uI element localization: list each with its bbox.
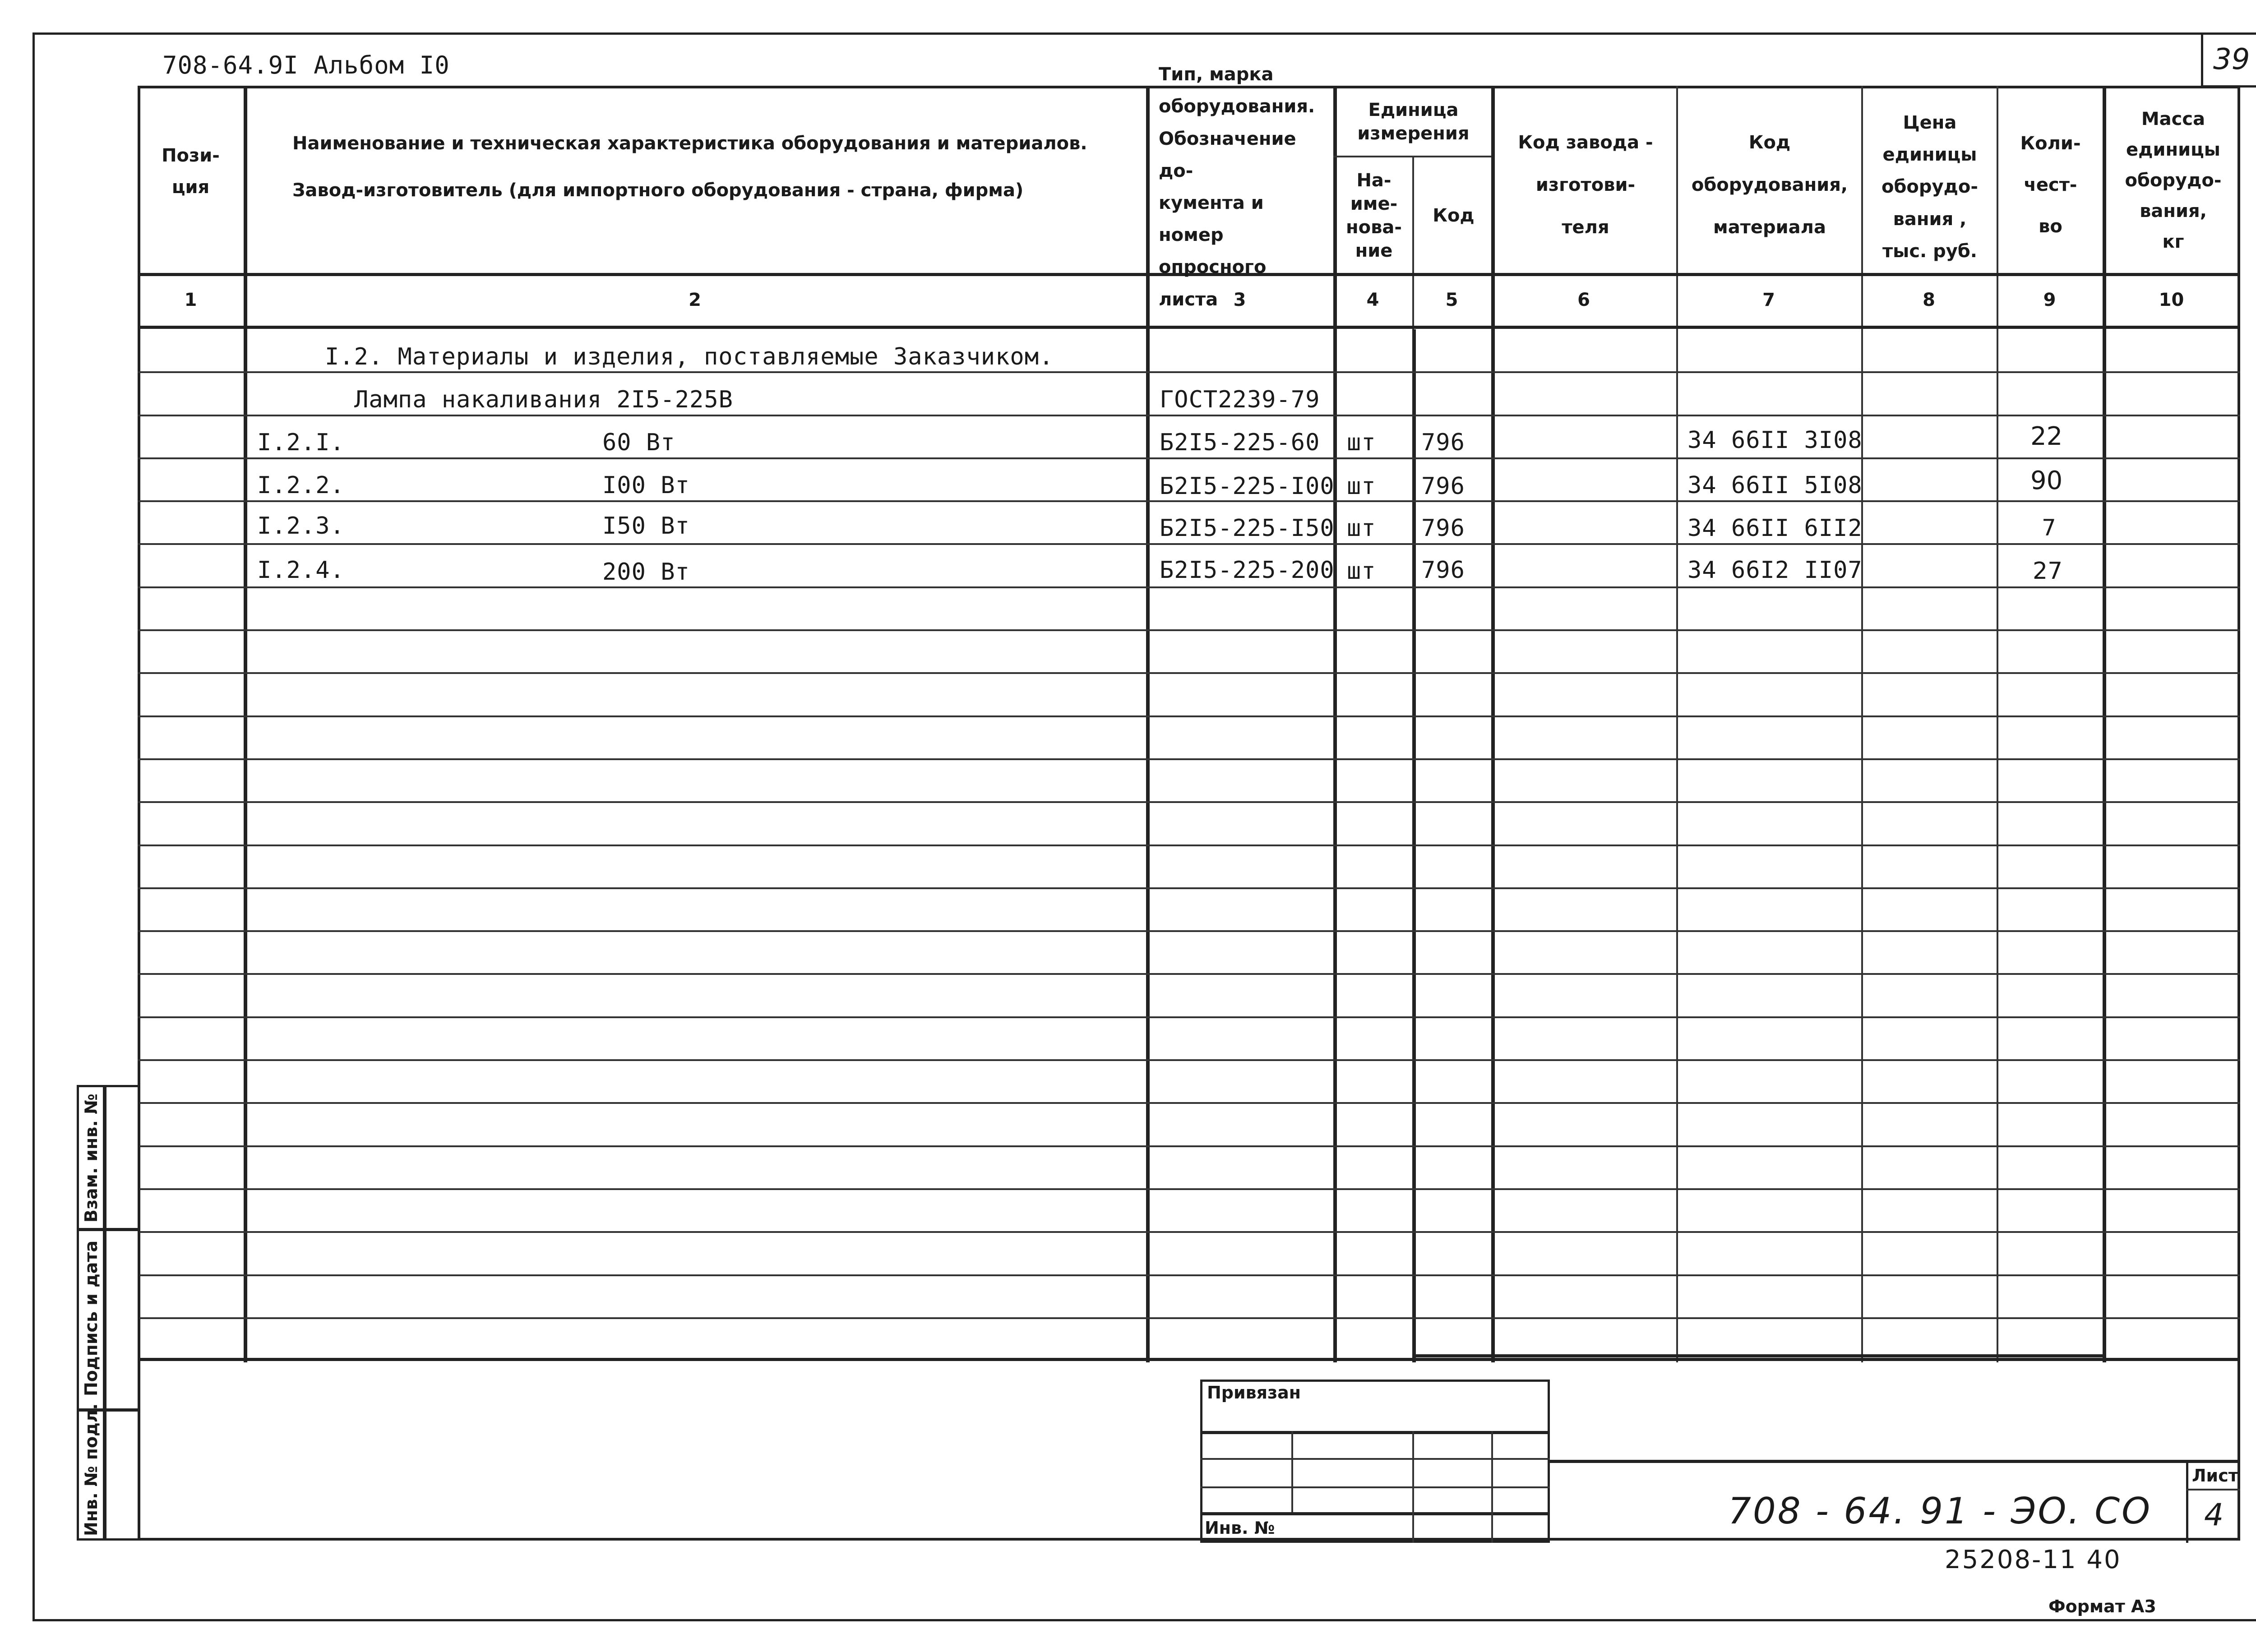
table-bottom-line — [138, 1358, 2240, 1361]
row-rule — [138, 1102, 2240, 1104]
data-block-bottom — [1412, 1354, 2106, 1357]
row-qty: 7 — [2042, 515, 2056, 541]
row-unit-code: 796 — [1421, 515, 1465, 542]
row-rule — [138, 672, 2240, 674]
row-unit: шт — [1347, 429, 1376, 456]
format-label: Формат А3 — [2048, 1597, 2156, 1616]
col-header-unit-code: Код — [1433, 205, 1475, 226]
col-header-price: Цена единицы оборудо- вания , тыс. руб. — [1882, 112, 1978, 262]
row-code: 34 66II 6II2 — [1687, 515, 1863, 542]
row-type: Б2I5-225-200 — [1160, 557, 1335, 584]
col-line-2 — [1146, 86, 1150, 1362]
row-rule — [138, 930, 2240, 932]
row-unit-code: 796 — [1421, 557, 1465, 584]
row-rule — [138, 1188, 2240, 1190]
col-num-7: 7 — [1762, 290, 1775, 310]
privyazan-line-3 — [1200, 1486, 1550, 1488]
row-type: Б2I5-225-I50 — [1160, 515, 1335, 542]
list-value: 4 — [2204, 1497, 2224, 1533]
col-header-maker-code: Код завода - изготови- теля — [1518, 132, 1653, 238]
row-code: 34 66II 3I08 — [1687, 427, 1863, 454]
row-code: 34 66I2 II07 — [1687, 557, 1863, 584]
row-rule — [138, 1317, 2240, 1319]
col-line-5 — [1491, 86, 1495, 1362]
row-rule — [138, 629, 2240, 631]
row-position: I.2.4. — [257, 557, 345, 584]
privyazan-label: Привязан — [1207, 1383, 1301, 1403]
col-header-type: Тип, марка оборудования. Обозначение до- кумента и номер опросного листа — [1159, 64, 1315, 310]
row-unit: шт — [1347, 473, 1376, 500]
col-line-8 — [1997, 86, 1998, 1362]
row-qty: 22 — [2030, 422, 2063, 451]
row-rule — [138, 844, 2240, 846]
row-rule — [138, 371, 2240, 373]
row-rule — [138, 415, 2240, 416]
doc-code-top-line — [1550, 1460, 2240, 1463]
row-rule — [138, 887, 2240, 889]
privyazan-vline-2 — [1412, 1431, 1414, 1543]
col-line-6 — [1676, 86, 1678, 1362]
col-num-1: 1 — [184, 290, 197, 310]
row-position: I.2.3. — [257, 512, 345, 540]
col-line-1 — [244, 86, 247, 1362]
archive-number: 25208-11 40 — [1945, 1545, 2122, 1574]
side-stamp-podpis: Подпись и дата — [81, 1240, 101, 1396]
row-code: 34 66II 5I08 — [1687, 472, 1863, 499]
col-num-2: 2 — [689, 290, 701, 310]
col-num-3: 3 — [1233, 290, 1246, 310]
row-rule — [138, 1145, 2240, 1147]
privyazan-line-1 — [1200, 1431, 1550, 1434]
row-qty: 90 — [2030, 466, 2063, 495]
side-stamp-sep-1 — [77, 1228, 140, 1231]
col-num-6: 6 — [1577, 290, 1590, 310]
row-qty: 27 — [2033, 558, 2063, 585]
section-title: I.2. Материалы и изделия, поставляемые Заказчиком. — [325, 343, 1054, 370]
album-label: 708-64.9I Альбом I0 — [162, 51, 450, 79]
row-rule — [138, 758, 2240, 760]
row-position: I.2.I. — [257, 429, 345, 456]
sheet-number: 39 — [2213, 43, 2250, 76]
col-line-4 — [1412, 156, 1414, 274]
col-header-name: Наименование и техническая характеристика оборудования и материалов. Завод-изготовитель (для импортного оборудования - страна, фирма) — [292, 133, 1087, 201]
list-box-divider — [2186, 1489, 2240, 1490]
row-name: 60 Вт — [602, 429, 675, 456]
col-line-7 — [1861, 86, 1863, 1362]
row-rule — [138, 715, 2240, 717]
row-rule — [138, 1016, 2240, 1018]
side-stamp-divider — [103, 1085, 106, 1541]
unit-subheader-line — [1333, 156, 1491, 157]
row-rule — [138, 1059, 2240, 1061]
row-rule — [138, 801, 2240, 803]
privyazan-line-2 — [1200, 1458, 1550, 1460]
privyazan-vline-1 — [1291, 1431, 1293, 1512]
row-rule — [138, 586, 2240, 588]
inv-no-label: Инв. № — [1205, 1518, 1275, 1538]
row-unit: шт — [1347, 558, 1376, 585]
row-position: I.2.2. — [257, 472, 345, 499]
col-header-mass: Масса единицы оборудо- вания, кг — [2125, 109, 2222, 252]
col-header-unit-name: На- име- нова- ние — [1345, 170, 1402, 261]
list-label: Лист — [2192, 1466, 2238, 1486]
row-type: Б2I5-225-I00 — [1160, 473, 1335, 500]
row-rule — [138, 1274, 2240, 1276]
row-name: 200 Вт — [602, 558, 690, 586]
privyazan-vline-3 — [1491, 1431, 1493, 1543]
colnum-bottom-line — [138, 326, 2240, 329]
side-stamp-vzam: Взам. инв. № — [81, 1094, 101, 1223]
col-num-8: 8 — [1923, 290, 1935, 310]
col-line-3 — [1333, 86, 1337, 1362]
row-rule — [138, 973, 2240, 975]
col-header-position: Пози- ция — [162, 145, 220, 198]
col-num-10: 10 — [2159, 290, 2184, 310]
privyazan-line-4 — [1200, 1512, 1550, 1515]
section-subtitle: Лампа накаливания 2I5-225В — [354, 386, 733, 413]
row-rule — [138, 1231, 2240, 1233]
col-num-5: 5 — [1445, 290, 1458, 310]
col-line-9 — [2103, 86, 2106, 1362]
row-unit: шт — [1347, 515, 1376, 542]
row-rule — [138, 500, 2240, 502]
col-num-9: 9 — [2043, 290, 2056, 310]
row-unit-code: 796 — [1421, 473, 1465, 500]
side-stamp-inv-podl: Инв. № подл. — [81, 1403, 101, 1536]
section-subtitle-doc: ГОСТ2239-79 — [1160, 386, 1320, 413]
col-header-equip-code: Код оборудования, материала — [1691, 132, 1848, 238]
row-type: Б2I5-225-60 — [1160, 429, 1320, 456]
col-header-qty: Коли- чест- во — [2020, 133, 2081, 237]
row-name: I00 Вт — [602, 472, 690, 499]
row-rule — [138, 457, 2240, 459]
doc-code: 708 - 64. 91 - ЭО. СО — [1728, 1490, 2152, 1532]
unit-group-header: Единица измерения — [1357, 100, 1470, 144]
row-unit-code: 796 — [1421, 429, 1465, 456]
row-rule — [138, 543, 2240, 545]
col-num-4: 4 — [1366, 290, 1379, 310]
row-name: I50 Вт — [602, 512, 690, 540]
